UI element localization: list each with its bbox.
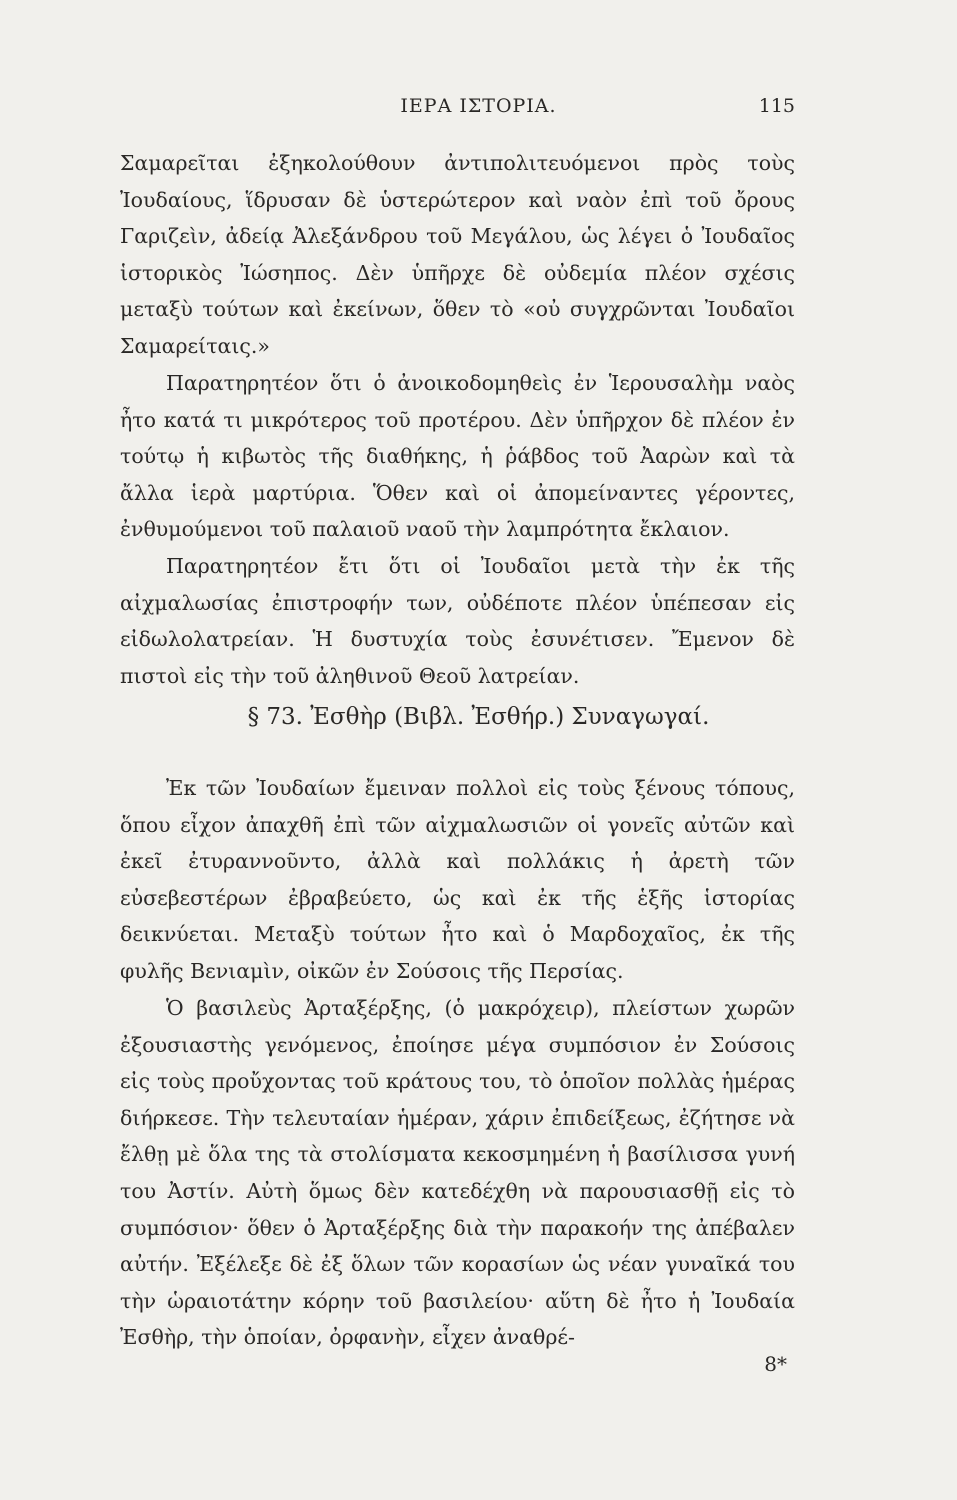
paragraph-text: Σαμαρεῖται ἐξηκολούθουν ἀντιπολιτευόμενοι πρὸς τοὺς Ἰουδαίους, ἵδρυσαν δὲ ὑστερώτερον καὶ ναὸν ἐπὶ τοῦ ὄρους Γαριζεὶν, ἀδείᾳ Ἀλεξάνδρου τοῦ Μεγάλου, ὡς λέγει ὁ Ἰουδαῖος ἱστορικὸς Ἰώσηπος. Δὲν ὑπῆρχε δὲ οὐδεμία πλέον σχέσις μεταξὺ τούτων καὶ ἐκείνων, ὅθεν τὸ «οὐ συγχρῶνται Ἰουδαῖοι Σαμαρείταις.» [120, 151, 795, 358]
paragraph-2 [120, 365, 795, 548]
paragraph-1 [120, 145, 795, 365]
paragraph-text: Ὁ βασιλεὺς Ἀρταξέρξης, (ὁ μακρόχειρ), πλείστων χωρῶν ἐξουσιαστὴς γενόμενος, ἐποίησε μέγα συμπόσιον ἐν Σούσοις εἰς τοὺς προὔχοντας τοῦ κράτους του, τὸ ὁποῖον πολλὰς ἡμέρας διήρκεσε. Τὴν τελευταίαν ἡμέραν, χάριν ἐπιδείξεως, ἐζήτησε νὰ ἔλθῃ μὲ ὅλα της τὰ στολίσματα κεκοσμημένη ἡ βασίλισσα γυνή του Ἀστίν. Αὐτὴ ὅμως δὲν κατεδέχθη νὰ παρουσιασθῇ εἰς τὸ συμπόσιον· ὅθεν ὁ Ἀρταξέρξης διὰ τὴν παρακοήν της ἀπέβαλεν αὐτήν. Ἐξέλεξε δὲ ἐξ ὅλων τῶν κορασίων ὡς νέαν γυναῖκά του τὴν ὡραιοτάτην κόρην τοῦ βασιλείου· αὕτη δὲ ἦτο ἡ Ἰουδαία Ἐσθὴρ, τὴν ὁποίαν, ὀρφανὴν, εἶχεν ἀναθρέ- [120, 996, 795, 1350]
paragraph-text: Παρατηρητέον ἔτι ὅτι οἱ Ἰουδαῖοι μετὰ τὴν ἐκ τῆς αἰχμαλωσίας ἐπιστροφήν των, οὐδέποτε πλέον ὑπέπεσαν εἰς εἰδωλολατρείαν. Ἡ δυστυχία τοὺς ἐσυνέτισεν. Ἔμενον δὲ πιστοὶ εἰς τὴν τοῦ ἀληθινοῦ Θεοῦ λατρείαν. [120, 554, 795, 688]
section-heading: § 73. Ἐσθὴρ (Βιβλ. Ἐσθήρ.) Συναγωγαί. [247, 704, 710, 730]
paragraph-text: Ἐκ τῶν Ἰουδαίων ἔμειναν πολλοὶ εἰς τοὺς ξένους τόπους, ὅπου εἶχον ἀπαχθῆ ἐπὶ τῶν αἰχμαλωσιῶν οἱ γονεῖς αὐτῶν καὶ ἐκεῖ ἐτυραννοῦντο, ἀλλὰ καὶ πολλάκις ἡ ἀρετὴ τῶν εὐσεβεστέρων ἐβραβεύετο, ὡς καὶ ἐκ τῆς ἑξῆς ἱστορίας δεικνύεται. Μεταξὺ τούτων ἦτο καὶ ὁ Μαρδοχαῖος, ἐκ τῆς φυλῆς Βενιαμὶν, οἰκῶν ἐν Σούσοις τῆς Περσίας. [120, 776, 795, 983]
signature-mark: 8* [764, 1352, 787, 1376]
paragraph-5 [120, 990, 795, 1356]
paragraph-4 [120, 770, 795, 990]
page-number: 115 [758, 95, 795, 117]
paragraph-text: Παρατηρητέον ὅτι ὁ ἀνοικοδομηθεὶς ἐν Ἱερουσαλὴμ ναὸς ἦτο κατά τι μικρότερος τοῦ προτέρου. Δὲν ὑπῆρχον δὲ πλέον ἐν τούτῳ ἡ κιβωτὸς τῆς διαθήκης, ἡ ῥάβδος τοῦ Ἀαρὼν καὶ τὰ ἄλλα ἱερὰ μαρτύρια. Ὅθεν καὶ οἱ ἀπομείναντες γέροντες, ἐνθυμούμενοι τοῦ παλαιοῦ ναοῦ τὴν λαμπρότητα ἔκλαιον. [120, 371, 795, 542]
paragraph-3 [120, 548, 795, 694]
running-header: ΙΕΡΑ ΙΣΤΟΡΙΑ. [400, 95, 557, 117]
